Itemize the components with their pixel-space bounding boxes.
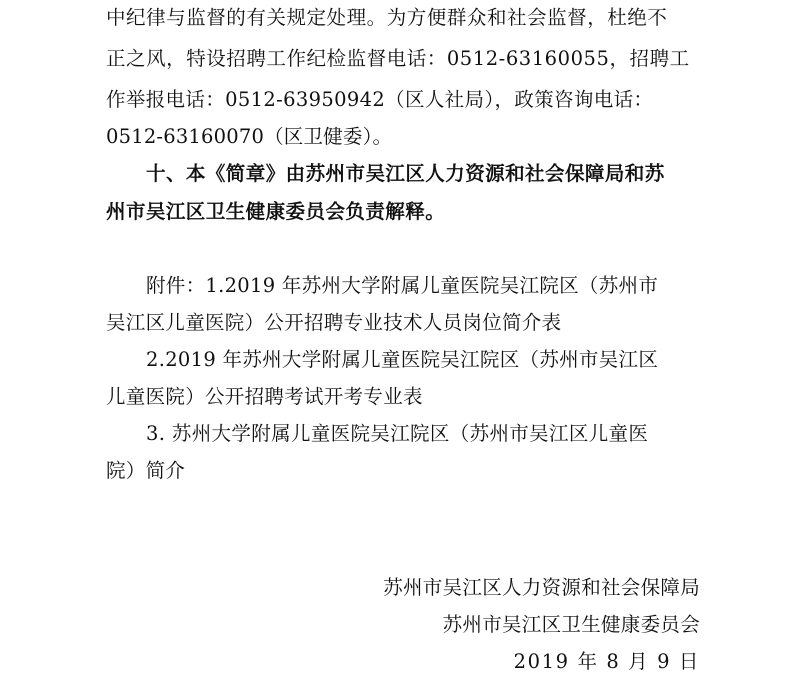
body-line-1: 中纪律与监督的有关规定处理。为方便群众和社会监督，杜绝不 <box>106 6 668 29</box>
attachment-3-line-1: 3. 苏州大学附属儿童医院吴江院区（苏州市吴江区儿童医 <box>146 422 649 445</box>
attachment-2-line-2: 儿童医院）公开招聘考试开考专业表 <box>106 385 423 408</box>
attachment-1-line-2: 吴江区儿童医院）公开招聘专业技术人员岗位简介表 <box>106 311 562 334</box>
signature-date: 2019 年 8 月 9 日 <box>513 650 700 673</box>
article-ten-line-2: 州市吴江区卫生健康委员会负责解释。 <box>106 200 446 223</box>
signature-org-hrss: 苏州市吴江区人力资源和社会保障局 <box>383 576 700 599</box>
article-ten-line-1: 十、本《简章》由苏州市吴江区人力资源和社会保障局和苏 <box>146 162 665 185</box>
attachment-3-line-2: 院）简介 <box>106 459 186 482</box>
body-line-3: 作举报电话：0512-63950942（区人社局），政策咨询电话： <box>106 88 654 111</box>
attachment-2-line-1: 2.2019 年苏州大学附属儿童医院吴江院区（苏州市吴江区 <box>146 348 659 371</box>
attachment-1-line-1: 附件：1.2019 年苏州大学附属儿童医院吴江院区（苏州市 <box>146 274 659 297</box>
body-line-2: 正之风，特设招聘工作纪检监督电话：0512-63160055，招聘工 <box>106 47 690 70</box>
signature-org-health: 苏州市吴江区卫生健康委员会 <box>442 613 700 636</box>
body-line-4: 0512-63160070（区卫健委）。 <box>106 125 393 148</box>
